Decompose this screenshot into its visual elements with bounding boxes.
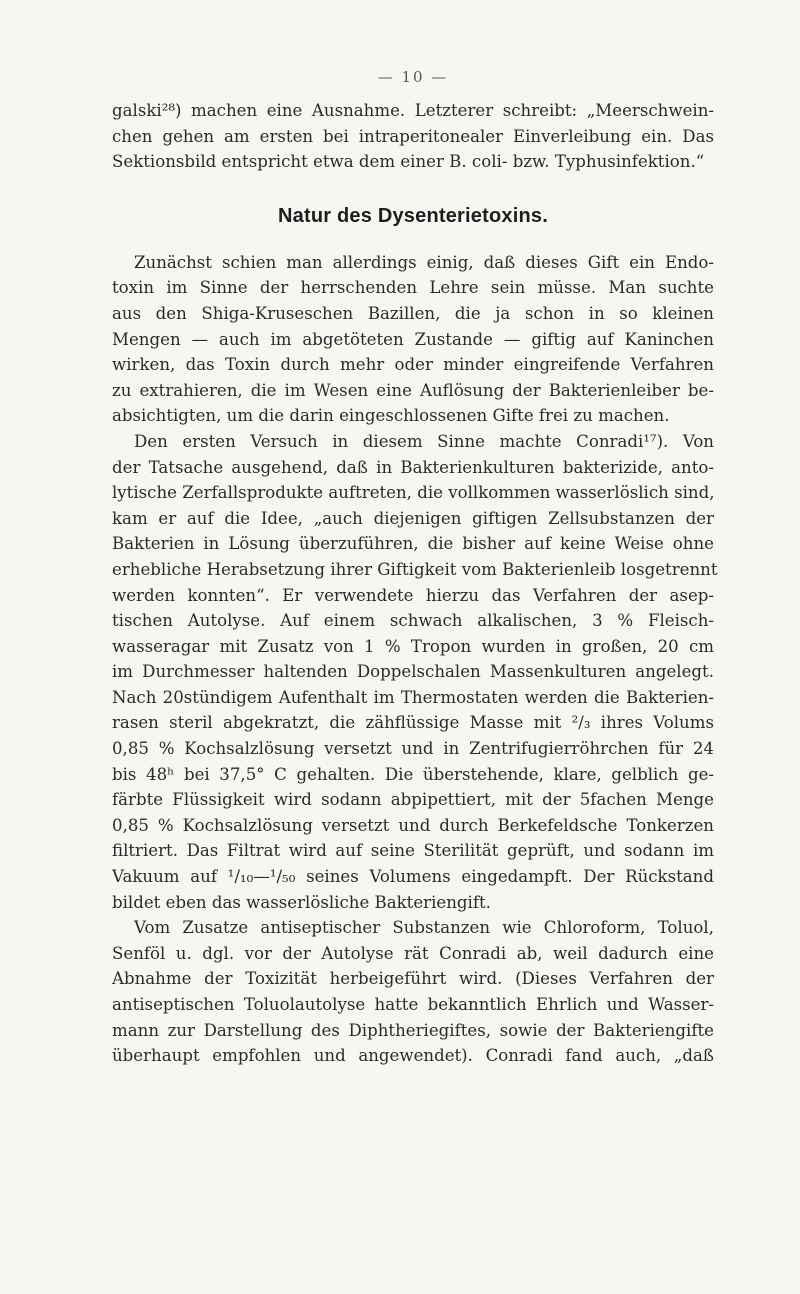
paragraph-conradi	[112, 429, 718, 915]
paragraph-antiseptic	[112, 915, 714, 1069]
text-line: zu extrahieren, die im Wesen eine Auflösung der Bakterienleiber be-	[112, 380, 714, 400]
text-line: chen gehen am ersten bei intraperitonealer Einverleibung ein. Das	[112, 126, 714, 146]
text-line: mann zur Darstellung des Diphtheriegiftes, sowie der Bakteriengifte	[112, 1020, 714, 1040]
text-line: bildet eben das wasserlösliche Bakteriengift.	[112, 892, 491, 912]
text-line: überhaupt empfohlen und angewendet). Conradi fand auch, „daß	[112, 1046, 714, 1066]
text-line: kam er auf die Idee, „auch diejenigen giftigen Zellsubstanzen der	[112, 508, 714, 528]
text-line: Senföl u. dgl. vor der Autolyse rät Conradi ab, weil dadurch eine	[112, 943, 714, 963]
text-line: im Durchmesser haltenden Doppelschalen Massenkulturen angelegt.	[112, 662, 714, 682]
document-page	[112, 68, 718, 1069]
page-number: — 10 —	[377, 68, 449, 86]
paragraph-intro	[112, 98, 714, 175]
text-line: Vakuum auf ¹/₁₀—¹/₅₀ seines Volumens eingedampft. Der Rückstand	[112, 867, 714, 887]
text-line: galski²⁸) machen eine Ausnahme. Letzterer schreibt: „Meerschwein-	[112, 101, 714, 120]
text-line: filtriert. Das Filtrat wird auf seine Sterilität geprüft, und sodann im	[112, 841, 714, 861]
text-line: bis 48ʰ bei 37,5° C gehalten. Die überstehende, klare, gelblich ge-	[112, 764, 714, 784]
text-line: rasen steril abgekratzt, die zähflüssige Masse mit ²/₃ ihres Volums	[112, 713, 714, 733]
text-line: tischen Autolyse. Auf einem schwach alkalischen, 3 % Fleisch-	[112, 611, 714, 631]
text-line: absichtigten, um die darin eingeschlossenen Gifte frei zu machen.	[112, 406, 670, 426]
text-line: Abnahme der Toxizität herbeigeführt wird. (Dieses Verfahren der	[112, 969, 714, 989]
text-line: Den ersten Versuch in diesem Sinne machte Conradi¹⁷). Von	[134, 431, 714, 451]
text-line: wasseragar mit Zusatz von 1 % Tropon wurden in großen, 20 cm	[112, 636, 714, 656]
text-line: werden konnten“. Er verwendete hierzu das Verfahren der asep-	[112, 585, 714, 605]
text-line: Bakterien in Lösung überzuführen, die bisher auf keine Weise ohne	[112, 534, 714, 554]
text-line: Nach 20stündigem Aufenthalt im Thermostaten werden die Bakterien-	[112, 687, 714, 707]
text-line: Vom Zusatze antiseptischer Substanzen wie Chloroform, Toluol,	[134, 918, 714, 938]
text-line: lytische Zerfallsprodukte auftreten, die vollkommen wasserlöslich sind,	[112, 483, 715, 503]
text-line: erhebliche Herabsetzung ihrer Giftigkeit vom Bakterienleib losgetrennt	[112, 559, 718, 579]
paragraph-endotoxin	[112, 250, 714, 429]
text-line: färbte Flüssigkeit wird sodann abpipettiert, mit der 5fachen Menge	[112, 790, 714, 810]
section-heading: Natur des Dysenterietoxins.	[278, 204, 548, 227]
text-line: Sektionsbild entspricht etwa dem einer B. coli- bzw. Typhusinfektion.“	[112, 152, 705, 172]
text-line: wirken, das Toxin durch mehr oder minder eingreifende Verfahren	[112, 355, 714, 375]
text-line: Mengen — auch im abgetöteten Zustande — giftig auf Kaninchen	[112, 329, 714, 349]
text-line: aus den Shiga-Kruseschen Bazillen, die ja schon in so kleinen	[112, 303, 714, 323]
text-line: der Tatsache ausgehend, daß in Bakterienkulturen bakterizide, anto-	[112, 457, 714, 477]
text-line: toxin im Sinne der herrschenden Lehre sein müsse. Man suchte	[112, 278, 714, 298]
text-line: Zunächst schien man allerdings einig, daß dieses Gift ein Endo-	[134, 252, 714, 272]
text-line: antiseptischen Toluolautolyse hatte bekanntlich Ehrlich und Wasser-	[112, 995, 714, 1014]
text-line: 0,85 % Kochsalzlösung versetzt und in Zentrifugierröhrchen für 24	[112, 739, 714, 759]
text-line: 0,85 % Kochsalzlösung versetzt und durch Berkefeldsche Tonkerzen	[112, 815, 714, 835]
